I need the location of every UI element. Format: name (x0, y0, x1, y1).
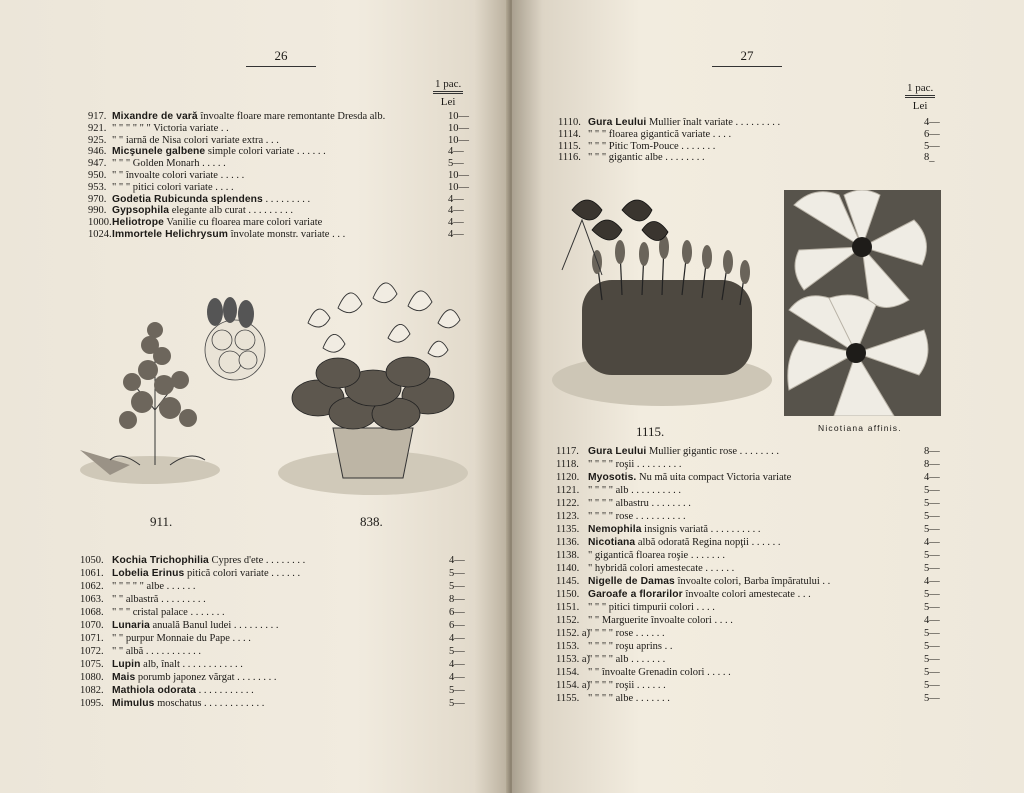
item-price: 5— (449, 568, 465, 579)
item-price: 5— (924, 524, 940, 535)
item-price: 4— (924, 537, 940, 548)
right-unit-pac: 1 pac. (905, 82, 935, 98)
item-name: Mais (112, 672, 136, 683)
item-price: 5— (924, 140, 940, 152)
item-name: Mathiola odorata (112, 685, 196, 696)
item-price: 10— (448, 170, 469, 181)
item-text (588, 498, 691, 510)
price-list-row (556, 589, 956, 601)
item-code: 946. (88, 146, 107, 158)
cyclamen-pot-illustration (278, 268, 478, 508)
item-text (112, 568, 300, 580)
item-description: " " " pitici timpurii colori . . . . (588, 602, 715, 613)
price-list-row (558, 117, 958, 129)
item-code: 1154. a) (556, 680, 591, 691)
item-description: moschatus . . . . . . . . . . . . (157, 698, 265, 709)
item-price: 5— (924, 511, 940, 522)
item-description: Nu mă uita compact Victoria variate (639, 472, 792, 483)
item-price: 5— (449, 646, 465, 657)
item-code: 1150. (556, 589, 580, 600)
item-text (112, 594, 206, 606)
item-text (112, 672, 277, 684)
item-price: 4— (448, 146, 464, 158)
item-description: " hybridă colori amestecate . . . . . . (588, 563, 735, 574)
item-code: 1154. (556, 667, 580, 678)
item-name: Mimulus (112, 698, 155, 709)
item-price: 6— (924, 128, 940, 140)
item-price: 4— (449, 659, 465, 670)
caption-1115: 1115. (636, 424, 665, 439)
left-unit-pac: 1 pac. (433, 78, 463, 94)
item-price: 10— (448, 111, 469, 122)
item-description: " " " " roşu aprins . . (588, 641, 673, 652)
item-price: 5— (924, 667, 940, 678)
item-code: 1122. (556, 498, 580, 509)
price-list-row (88, 170, 488, 182)
item-text (588, 602, 715, 614)
item-price: 5— (924, 654, 940, 665)
price-list-row (88, 205, 488, 217)
item-description: alb, înalt . . . . . . . . . . . . (143, 659, 243, 670)
item-text (112, 182, 234, 194)
item-price: 4— (449, 555, 465, 566)
item-description: " " " " roşii . . . . . . . . . (588, 459, 682, 470)
stock-flower-illustration (70, 290, 270, 505)
item-code: 1075. (80, 659, 104, 670)
item-text (588, 589, 811, 601)
item-name: Myosotis. (588, 472, 637, 483)
item-text (588, 537, 780, 549)
item-text (112, 229, 345, 241)
item-description: " " albastră . . . . . . . . . (112, 594, 206, 605)
item-code: 1063. (80, 594, 104, 605)
price-list-row (88, 146, 488, 158)
item-name: Mixandre de vară (112, 111, 198, 122)
item-text (112, 146, 326, 158)
item-code: 1071. (80, 633, 104, 644)
item-description: " " " " roşii . . . . . . (588, 680, 666, 691)
item-text (588, 615, 733, 627)
item-code: 1080. (80, 672, 104, 683)
item-description: " " " " albe . . . . . . . (588, 693, 670, 704)
item-code: 1070. (80, 620, 104, 631)
item-price: 5— (924, 498, 940, 509)
item-description: " " Marguerite învoalte colori . . . . (588, 615, 733, 626)
item-text (588, 129, 731, 141)
item-code: 1136. (556, 537, 580, 548)
left-unit-header (433, 78, 463, 108)
item-price: 4— (449, 672, 465, 683)
item-price: 5— (924, 693, 940, 704)
item-price: 5— (448, 158, 464, 170)
item-code: 1068. (80, 607, 104, 618)
item-price: 8— (449, 594, 465, 605)
item-code: 1152. (556, 615, 580, 626)
item-description: Cypres d'ete . . . . . . . . (211, 555, 306, 566)
item-code: 917. (88, 111, 107, 122)
price-list-row (556, 667, 956, 679)
item-code: 1120. (556, 472, 580, 483)
price-list-row (556, 615, 956, 627)
item-text (588, 446, 779, 458)
item-text (588, 680, 666, 692)
item-text (588, 654, 665, 666)
item-description: . . . . . . . . . (265, 193, 311, 205)
item-text (112, 620, 279, 632)
snapdragon-illustration (542, 180, 772, 420)
price-list-row (80, 581, 490, 593)
item-code: 1000. (88, 217, 112, 229)
item-code: 1118. (556, 459, 579, 470)
item-description: " " învoalte colori variate . . . . . (112, 170, 245, 181)
item-price: 6— (449, 607, 465, 618)
price-list-row (558, 141, 958, 153)
item-code: 1062. (80, 581, 104, 592)
item-description: " " albă . . . . . . . . . . . (112, 646, 202, 657)
item-code: 1153. a) (556, 654, 591, 665)
price-list-row (88, 111, 488, 123)
item-text (588, 563, 734, 575)
item-text (112, 170, 244, 182)
item-code: 990. (88, 205, 107, 217)
item-description: " " " gigantic albe . . . . . . . . (588, 152, 705, 164)
item-description: " " " pitici colori variate . . . . (112, 181, 234, 193)
left-page-number: 26 (246, 48, 316, 67)
price-list-row (556, 550, 956, 562)
item-code: 950. (88, 170, 107, 181)
item-price: 4— (448, 217, 464, 229)
item-text (112, 607, 225, 619)
price-list-row (88, 182, 488, 194)
price-list-row (556, 459, 956, 471)
item-description: " " " " alb . . . . . . . . . . (588, 485, 681, 496)
item-text (112, 633, 251, 645)
item-text (112, 581, 196, 593)
price-list-row (556, 680, 956, 692)
price-list-row (556, 641, 956, 653)
item-description: " gigantică floarea roşie . . . . . . . (588, 550, 725, 561)
price-list-row (556, 511, 956, 523)
caption-838: 838. (360, 514, 383, 529)
caption-911: 911. (150, 514, 173, 529)
item-price: 8_ (924, 152, 935, 164)
item-price: 4— (449, 633, 465, 644)
price-list-row (80, 620, 490, 632)
item-description: " " " cristal palace . . . . . . . (112, 607, 225, 618)
item-description: Mullier gigantic rose . . . . . . . . (648, 446, 779, 457)
item-code: 921. (88, 122, 107, 134)
price-list-row (80, 698, 490, 710)
price-list-row (80, 607, 490, 619)
price-list-row (80, 685, 490, 697)
price-list-row (556, 654, 956, 666)
item-text (112, 555, 305, 567)
item-text (112, 698, 264, 710)
item-code: 1117. (556, 446, 579, 457)
item-price: 5— (924, 550, 940, 561)
item-description: " " " Pitic Tom-Pouce . . . . . . . (588, 140, 716, 152)
price-list-row (80, 672, 490, 684)
item-name: Garoafe a florarilor (588, 589, 683, 600)
price-list-row (556, 576, 956, 588)
item-description: " " " " alb . . . . . . . (588, 654, 666, 665)
item-name: Nemophila (588, 524, 642, 535)
price-list-row (556, 628, 956, 640)
caption-nicotiana: Nicotiana affinis. (818, 423, 902, 433)
item-name: Gypsophila (112, 205, 170, 217)
item-text (112, 111, 385, 123)
price-list-row (88, 217, 488, 229)
item-description: " " " " rose . . . . . . . . . . (588, 511, 686, 522)
item-text (112, 135, 279, 147)
price-list-row (558, 152, 958, 164)
item-price: 4— (924, 117, 940, 128)
item-description: învoalte colori, Barba împăratului . . (677, 576, 831, 587)
item-code: 1153. (556, 641, 580, 652)
item-text (588, 628, 665, 640)
item-name: Nigelle de Damas (588, 576, 675, 587)
price-list-row (556, 602, 956, 614)
item-description: albă odorată Regina nopţii . . . . . . (637, 537, 781, 548)
item-name: Heliotrope (112, 217, 164, 229)
item-description: Vanilie cu floarea mare colori variate (166, 217, 323, 229)
item-price: 8— (924, 446, 940, 457)
item-name: Nicotiana (588, 537, 636, 548)
item-code: 1155. (556, 693, 580, 704)
price-list-row (88, 158, 488, 170)
item-description: " " iarnă de Nisa colori variate extra . . . (112, 134, 279, 146)
item-code: 1123. (556, 511, 580, 522)
item-code: 1152. a) (556, 628, 591, 639)
item-description: învolate monstr. variate . . . (230, 229, 346, 240)
right-page-number: 27 (712, 48, 782, 67)
item-code: 1115. (558, 140, 581, 152)
item-code: 1140. (556, 563, 580, 574)
item-price: 10— (448, 181, 469, 193)
item-description: " " " " albastru . . . . . . . . (588, 498, 691, 509)
item-code: 1050. (80, 555, 104, 566)
item-code: 1061. (80, 568, 104, 579)
price-list-row (88, 123, 488, 135)
item-name: Lupin (112, 659, 141, 670)
item-text (112, 685, 254, 697)
item-price: 4— (448, 193, 464, 205)
left-unit-lei: Lei (440, 96, 456, 108)
item-name: Lobelia Erinus (112, 568, 185, 579)
item-code: 953. (88, 181, 107, 193)
item-text (588, 511, 686, 523)
price-list-row (556, 485, 956, 497)
item-description: pitică colori variate . . . . . . (186, 568, 301, 579)
price-list-row (80, 659, 490, 671)
item-price: 8— (924, 459, 940, 470)
item-code: 970. (88, 193, 107, 205)
price-list-row (556, 563, 956, 575)
item-text (112, 217, 322, 229)
item-code: 1135. (556, 524, 580, 535)
right-unit-header (905, 82, 935, 112)
item-name: Kochia Trichophilia (112, 555, 209, 566)
price-list-row (88, 135, 488, 147)
item-description: " " " " " " Victoria variate . . (112, 122, 229, 134)
price-list-row (556, 537, 956, 549)
item-text (112, 205, 293, 217)
price-list-row (80, 568, 490, 580)
item-text (112, 659, 243, 671)
item-code: 1095. (80, 698, 104, 709)
item-code: 1138. (556, 550, 580, 561)
item-text (112, 646, 201, 658)
item-description: . . . . . . . . . . . (198, 685, 254, 696)
item-text (588, 117, 780, 129)
price-list-row (88, 229, 488, 241)
item-description: simple colori variate . . . . . . (207, 146, 326, 158)
item-price: 5— (449, 581, 465, 592)
item-price: 4— (448, 205, 464, 217)
item-text (588, 459, 682, 471)
left-page (0, 0, 510, 793)
price-list-row (556, 446, 956, 458)
price-list-row (556, 693, 956, 705)
item-code: 1121. (556, 485, 580, 496)
item-code: 1151. (556, 602, 580, 613)
item-price: 5— (924, 602, 940, 613)
item-description: porumb japonez vărgat . . . . . . . . (137, 672, 277, 683)
item-code: 1024. (88, 229, 112, 240)
item-price: 5— (924, 628, 940, 639)
item-price: 5— (924, 563, 940, 574)
item-price: 5— (924, 680, 940, 691)
item-code: 1145. (556, 576, 580, 587)
item-text (588, 485, 681, 497)
item-description: elegante alb curat . . . . . . . . . (171, 205, 293, 217)
price-list-row (88, 194, 488, 206)
item-description: " " " floarea gigantică variate . . . . (588, 128, 732, 140)
item-text (112, 194, 310, 206)
price-list-row (80, 594, 490, 606)
item-code: 1082. (80, 685, 104, 696)
item-description: " " învoalte Grenadin colori . . . . . (588, 667, 731, 678)
item-description: învoalte colori amestecate . . . (685, 589, 811, 600)
price-list-row (80, 633, 490, 645)
item-price: 4— (448, 229, 464, 240)
item-description: " " " " rose . . . . . . (588, 628, 665, 639)
item-code: 947. (88, 158, 107, 170)
item-description: învoalte floare mare remontante Dresda alb. (200, 111, 386, 122)
item-price: 5— (924, 641, 940, 652)
item-code: 1114. (558, 128, 581, 140)
item-name: Gura Leului (588, 446, 647, 457)
item-name: Micşunele galbene (112, 146, 206, 158)
item-price: 4— (924, 576, 940, 587)
item-description: " " " " " albe . . . . . . (112, 581, 196, 592)
item-price: 4— (924, 615, 940, 626)
right-unit-lei: Lei (912, 100, 928, 112)
price-list-row (80, 646, 490, 658)
item-description: anuală Banul ludei . . . . . . . . . (152, 620, 279, 631)
item-price: 6— (449, 620, 465, 631)
price-list-row (558, 129, 958, 141)
item-text (588, 550, 725, 562)
item-code: 1072. (80, 646, 104, 657)
item-text (112, 158, 226, 170)
item-price: 4— (924, 472, 940, 483)
item-name: Gura Leului (588, 117, 647, 128)
price-list-row (556, 472, 956, 484)
item-name: Immortele Helichrysum (112, 229, 228, 240)
price-list-row (556, 498, 956, 510)
item-price: 5— (449, 685, 465, 696)
item-text (588, 152, 705, 164)
item-text (112, 123, 229, 135)
item-text (588, 576, 830, 588)
item-description: " " " Golden Monarh . . . . . (112, 158, 226, 170)
item-price: 10— (448, 122, 469, 134)
item-text (588, 641, 673, 653)
item-text (588, 472, 791, 484)
item-text (588, 693, 670, 705)
item-description: Mullier înalt variate . . . . . . . . . (648, 117, 781, 128)
item-description: insignis variată . . . . . . . . . . (644, 524, 761, 535)
item-text (588, 141, 715, 153)
item-text (588, 524, 761, 536)
item-price: 5— (449, 698, 465, 709)
item-code: 925. (88, 134, 107, 146)
item-price: 5— (924, 485, 940, 496)
item-description: " " purpur Monnaie du Pape . . . . (112, 633, 251, 644)
item-code: 1116. (558, 152, 581, 164)
item-code: 1110. (558, 117, 581, 128)
item-name: Lunaria (112, 620, 150, 631)
item-text (588, 667, 731, 679)
price-list-row (556, 524, 956, 536)
item-price: 5— (924, 589, 940, 600)
nicotiana-photo (784, 190, 941, 416)
right-page (512, 0, 1024, 793)
price-list-row (80, 555, 490, 567)
item-price: 10— (448, 134, 469, 146)
item-name: Godetia Rubicunda splendens (112, 193, 263, 205)
